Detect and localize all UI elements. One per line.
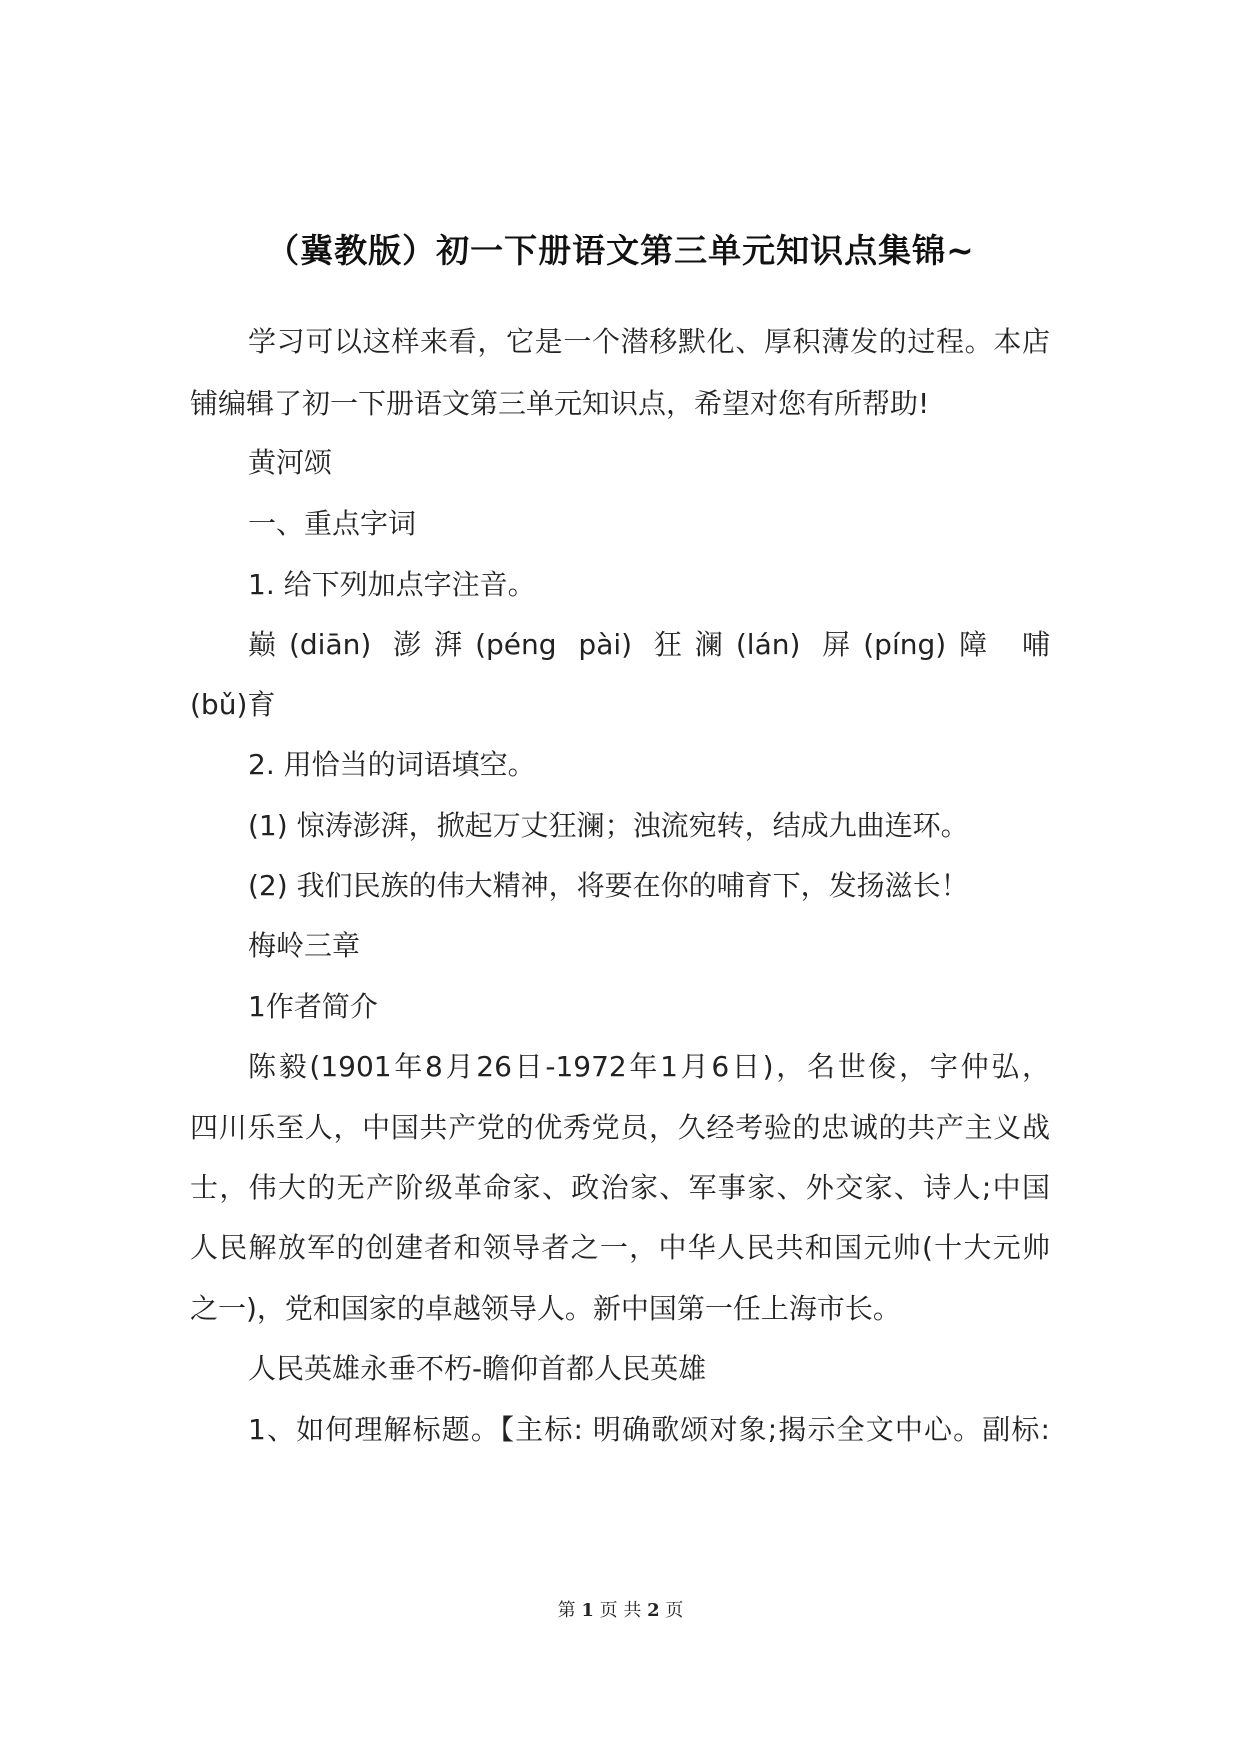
- section-heading-heroes: 人民英雄永垂不朽-瞻仰首都人民英雄: [248, 1352, 707, 1385]
- footer-prefix: 第: [557, 1600, 576, 1621]
- question-2: 2. 用恰当的词语填空。: [248, 748, 536, 781]
- pinyin-line-1: 巅(diān) 澎湃(péng pài) 狂澜(lán) 屏(píng)障 哺: [248, 628, 1050, 661]
- author-bio-line-5: 之一)，党和国家的卓越领导人。新中国第一任上海市长。: [190, 1292, 901, 1325]
- footer-suffix: 页: [665, 1600, 684, 1621]
- author-bio-line-3: 士，伟大的无产阶级革命家、政治家、军事家、外交家、诗人;中国: [190, 1171, 1050, 1204]
- section-heading-huanghe: 黄河颂: [248, 446, 333, 479]
- subheading-author: 1作者简介: [248, 990, 378, 1023]
- author-bio-line-2: 四川乐至人，中国共产党的优秀党员，久经考验的忠诚的共产主义战: [190, 1111, 1050, 1144]
- footer-middle: 页 共: [599, 1600, 642, 1621]
- footer-total-pages: 2: [647, 1600, 660, 1621]
- pinyin-line-2: (bǔ)育: [190, 688, 276, 721]
- question-1: 1. 给下列加点字注音。: [248, 568, 536, 601]
- author-bio-line-1: 陈毅(1901年8月26日-1972年1月6日)，名世俊，字仲弘，: [248, 1050, 1050, 1083]
- subheading-key-words: 一、重点字词: [248, 507, 417, 540]
- paragraph-intro-line-2: 铺编辑了初一下册语文第三单元知识点，希望对您有所帮助!: [190, 387, 930, 420]
- section-heading-meiling: 梅岭三章: [248, 929, 361, 962]
- fill-blank-1: (1) 惊涛澎湃，掀起万丈狂澜；浊流宛转，结成九曲连环。: [248, 809, 969, 842]
- fill-blank-2: (2) 我们民族的伟大精神，将要在你的哺育下，发扬滋长！: [248, 869, 969, 902]
- page-footer: [0, 1596, 1241, 1622]
- document-title: （冀教版）初一下册语文第三单元知识点集锦~: [266, 231, 975, 270]
- author-bio-line-4: 人民解放军的创建者和领导者之一，中华人民共和国元帅(十大元帅: [190, 1231, 1050, 1264]
- question-title-meaning: 1、如何理解标题。【主标: 明确歌颂对象;揭示全文中心。副标:: [248, 1413, 1050, 1446]
- paragraph-intro-line-1: 学习可以这样来看，它是一个潜移默化、厚积薄发的过程。本店: [248, 325, 1050, 358]
- footer-page-number: 1: [581, 1600, 594, 1621]
